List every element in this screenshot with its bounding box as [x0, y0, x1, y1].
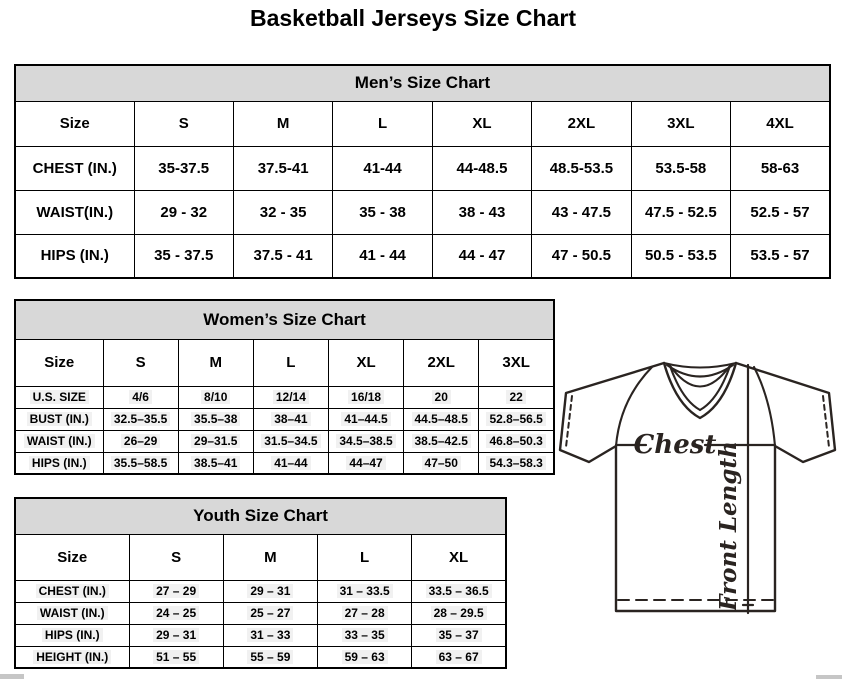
women-cell-text: 41–44 [271, 456, 310, 470]
men-cell: 35 - 38 [333, 190, 432, 234]
armhole-seam-right [754, 367, 775, 446]
women-row-label [15, 452, 103, 474]
youth-cell-text: 31 – 33.5 [337, 584, 393, 598]
men-cell: 29 - 32 [134, 190, 233, 234]
women-cell-text: 44–47 [346, 456, 385, 470]
men-column-header: XL [432, 101, 531, 146]
youth-cell-text: 29 – 31 [153, 628, 199, 642]
men-cell: 37.5-41 [233, 146, 332, 190]
women-cell [479, 452, 554, 474]
youth-row-label-text: WAIST (IN.) [37, 606, 108, 620]
women-table-row [15, 386, 554, 408]
youth-cell [223, 646, 317, 668]
men-cell: 53.5-58 [631, 146, 730, 190]
youth-cell [129, 646, 223, 668]
women-cell-text: 22 [506, 390, 525, 404]
women-cell-text: 35.5–38 [191, 412, 240, 426]
youth-row-label-text: CHEST (IN.) [36, 584, 109, 598]
men-table-row [15, 190, 830, 234]
men-column-header: S [134, 101, 233, 146]
women-cell [328, 408, 403, 430]
women-table-title: Women’s Size Chart [15, 300, 554, 339]
women-cell [178, 386, 253, 408]
women-cell-text: 29–31.5 [191, 434, 240, 448]
women-cell-text: 26–29 [121, 434, 160, 448]
men-cell: 32 - 35 [233, 190, 332, 234]
men-cell: 52.5 - 57 [731, 190, 830, 234]
men-table-title: Men’s Size Chart [15, 65, 830, 101]
youth-cell [412, 602, 506, 624]
women-row-label [15, 430, 103, 452]
youth-cell-text: 33.5 – 36.5 [426, 584, 492, 598]
women-cell [253, 430, 328, 452]
men-column-header: M [233, 101, 332, 146]
women-cell [103, 430, 178, 452]
front-length-measure-line [743, 365, 753, 613]
youth-row-label-text: HEIGHT (IN.) [33, 650, 111, 664]
women-cell-text: 20 [432, 390, 451, 404]
youth-cell-text: 24 – 25 [153, 606, 199, 620]
jersey-illustration [558, 350, 843, 628]
men-row-label: CHEST (IN.) [15, 146, 134, 190]
youth-column-header: S [129, 534, 223, 580]
youth-cell [129, 624, 223, 646]
youth-size-table [14, 497, 507, 669]
men-table-row [15, 234, 830, 278]
men-cell: 38 - 43 [432, 190, 531, 234]
youth-cell [412, 646, 506, 668]
women-cell-text: 4/6 [129, 390, 152, 404]
women-cell-text: 31.5–34.5 [261, 434, 320, 448]
women-column-header: L [253, 339, 328, 386]
men-cell: 41 - 44 [333, 234, 432, 278]
youth-table-row [15, 602, 506, 624]
women-cell-text: 38–41 [271, 412, 310, 426]
youth-cell-text: 29 – 31 [247, 584, 293, 598]
women-column-header: Size [15, 339, 103, 386]
women-cell-text: 12/14 [273, 390, 309, 404]
women-row-label [15, 386, 103, 408]
women-table-row [15, 408, 554, 430]
youth-cell-text: 59 – 63 [342, 650, 388, 664]
youth-cell-text: 33 – 35 [342, 628, 388, 642]
youth-cell-text: 28 – 29.5 [431, 606, 487, 620]
cuff-stitch-right [823, 396, 829, 447]
youth-cell-text: 27 – 29 [153, 584, 199, 598]
youth-column-header: L [318, 534, 412, 580]
youth-cell-text: 51 – 55 [153, 650, 199, 664]
youth-cell [318, 580, 412, 602]
women-cell [328, 386, 403, 408]
men-table-row [15, 146, 830, 190]
youth-cell [318, 602, 412, 624]
youth-cell-text: 31 – 33 [247, 628, 293, 642]
women-cell [479, 386, 554, 408]
women-cell [103, 386, 178, 408]
women-cell [178, 408, 253, 430]
men-column-header: 4XL [731, 101, 830, 146]
youth-cell-text: 63 – 67 [436, 650, 482, 664]
women-cell-text: 38.5–41 [191, 456, 240, 470]
youth-cell [412, 580, 506, 602]
youth-cell [129, 602, 223, 624]
youth-cell [223, 624, 317, 646]
women-cell-text: 8/10 [201, 390, 230, 404]
youth-cell [129, 580, 223, 602]
women-cell-text: 34.5–38.5 [336, 434, 395, 448]
men-cell: 47.5 - 52.5 [631, 190, 730, 234]
men-cell: 35-37.5 [134, 146, 233, 190]
jersey-outline [560, 363, 835, 611]
women-cell [328, 452, 403, 474]
youth-cell [223, 580, 317, 602]
women-row-label-text: BUST (IN.) [27, 412, 92, 426]
women-cell [479, 408, 554, 430]
women-cell-text: 16/18 [348, 390, 384, 404]
women-column-header: 3XL [479, 339, 554, 386]
youth-row-label [15, 580, 129, 602]
women-cell-text: 54.3–58.3 [486, 456, 545, 470]
women-row-label [15, 408, 103, 430]
youth-cell-text: 35 – 37 [436, 628, 482, 642]
youth-table-row [15, 624, 506, 646]
chest-label: Chest [633, 430, 717, 460]
women-cell-text: 46.8–50.3 [486, 434, 545, 448]
youth-row-label-text: HIPS (IN.) [42, 628, 103, 642]
women-cell-text: 52.8–56.5 [486, 412, 545, 426]
women-cell [404, 430, 479, 452]
women-column-header: S [103, 339, 178, 386]
women-cell-text: 44.5–48.5 [412, 412, 471, 426]
men-cell: 43 - 47.5 [532, 190, 631, 234]
womens-size-table [14, 299, 555, 475]
men-cell: 58-63 [731, 146, 830, 190]
men-cell: 50.5 - 53.5 [631, 234, 730, 278]
men-cell: 53.5 - 57 [731, 234, 830, 278]
women-table-row [15, 430, 554, 452]
women-cell [404, 386, 479, 408]
men-cell: 37.5 - 41 [233, 234, 332, 278]
women-row-label-text: U.S. SIZE [30, 390, 89, 404]
women-table-row [15, 452, 554, 474]
youth-column-header: XL [412, 534, 506, 580]
men-column-header: Size [15, 101, 134, 146]
jersey-measurement-diagram [558, 350, 843, 628]
youth-table-row [15, 580, 506, 602]
men-row-label: HIPS (IN.) [15, 234, 134, 278]
cuff-stitch-left [566, 396, 572, 447]
youth-column-header: Size [15, 534, 129, 580]
scrollbar-fragment-right[interactable] [816, 675, 842, 679]
women-cell [404, 452, 479, 474]
scrollbar-fragment-left[interactable] [0, 674, 24, 679]
men-column-header: 2XL [532, 101, 631, 146]
youth-cell-text: 55 – 59 [247, 650, 293, 664]
women-cell [103, 452, 178, 474]
women-row-label-text: WAIST (IN.) [24, 434, 95, 448]
women-cell [328, 430, 403, 452]
youth-row-label [15, 646, 129, 668]
women-cell [178, 452, 253, 474]
collar-back-arcs [664, 363, 736, 387]
men-cell: 48.5-53.5 [532, 146, 631, 190]
women-cell [479, 430, 554, 452]
women-cell-text: 47–50 [422, 456, 461, 470]
men-row-label: WAIST(IN.) [15, 190, 134, 234]
women-cell [253, 386, 328, 408]
men-cell: 44 - 47 [432, 234, 531, 278]
men-cell: 44-48.5 [432, 146, 531, 190]
youth-cell-text: 27 – 28 [342, 606, 388, 620]
youth-cell [412, 624, 506, 646]
youth-table-title: Youth Size Chart [15, 498, 506, 534]
women-cell [404, 408, 479, 430]
youth-cell [223, 602, 317, 624]
women-cell [253, 408, 328, 430]
front-length-label: Front Length [715, 441, 742, 611]
youth-cell [318, 624, 412, 646]
youth-cell [318, 646, 412, 668]
women-cell [253, 452, 328, 474]
women-cell-text: 32.5–35.5 [111, 412, 170, 426]
men-cell: 35 - 37.5 [134, 234, 233, 278]
women-cell-text: 35.5–58.5 [111, 456, 170, 470]
women-column-header: M [178, 339, 253, 386]
youth-column-header: M [223, 534, 317, 580]
men-cell: 41-44 [333, 146, 432, 190]
youth-row-label [15, 624, 129, 646]
page-title: Basketball Jerseys Size Chart [249, 5, 576, 31]
youth-row-label [15, 602, 129, 624]
men-column-header: L [333, 101, 432, 146]
mens-size-table [14, 64, 831, 279]
women-cell-text: 38.5–42.5 [412, 434, 471, 448]
women-column-header: XL [328, 339, 403, 386]
men-cell: 47 - 50.5 [532, 234, 631, 278]
women-cell [178, 430, 253, 452]
youth-cell-text: 25 – 27 [247, 606, 293, 620]
women-row-label-text: HIPS (IN.) [29, 456, 90, 470]
women-cell [103, 408, 178, 430]
youth-table-row [15, 646, 506, 668]
men-column-header: 3XL [631, 101, 730, 146]
women-column-header: 2XL [404, 339, 479, 386]
women-cell-text: 41–44.5 [341, 412, 390, 426]
